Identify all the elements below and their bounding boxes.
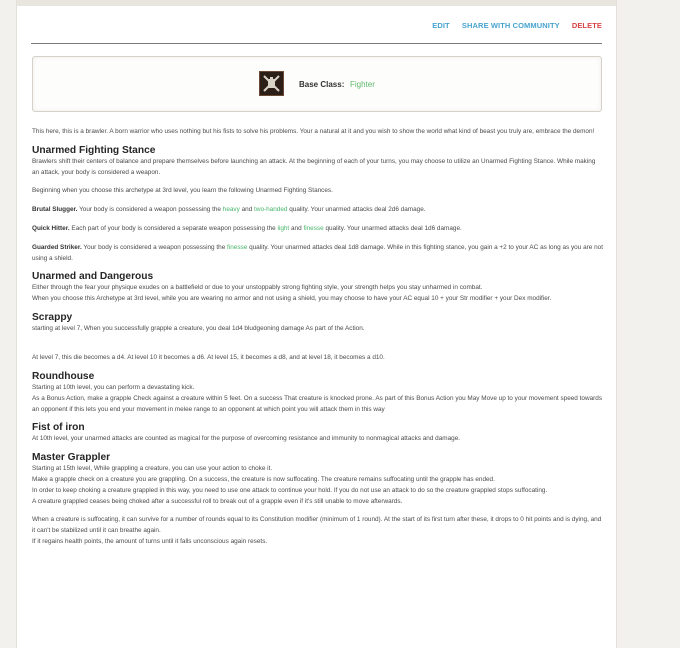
scrappy-text-2: At level 7, this die becomes a d4. At level 10 it becomes a d6. At level 15, it becomes a d8, and at level 18, it becomes a d10. (32, 354, 385, 362)
dangerous-text-2: When you choose this Archetype at 3rd level, while you are wearing no armor and not using a shield, you may choose to have your AC equal 10 + your Str modifier + your Dex modifier. (32, 295, 552, 303)
two-handed-link[interactable]: two-handed (254, 206, 288, 214)
brutal-slugger-text: Brutal Slugger. Your body is considered a weapon possessing the heavy and two-handed quality. Your unarmed attacks deal 2d6 damage. (32, 206, 426, 214)
roundhouse-heading: Roundhouse (32, 371, 95, 383)
description (32, 127, 604, 548)
delete-link[interactable]: DELETE (571, 21, 602, 30)
stance-heading: Unarmed Fighting Stance (32, 144, 156, 156)
guarded-striker-text: Guarded Striker. Your body is considered a weapon possessing the finesse quality. Your unarmed attacks deal 1d8 damage. While in this fighting stance, you gain a +2 to your AC as long as you are not using a shield. (32, 243, 603, 262)
roundhouse-text-1: Starting at 10th level, you can perform a devastating kick. (32, 384, 195, 392)
scrappy-heading: Scrappy (32, 311, 73, 323)
brutal-slugger-name: Brutal Slugger. (32, 206, 78, 214)
share-with-community-link[interactable]: SHARE WITH COMMUNITY (461, 21, 560, 30)
grappler-text-5: When a creature is suffocating, it can survive for a number of rounds equal to its Constitution modifier (minimum of 1 round). At the start of its first turn after these, it drops to 0 hit points and is dying, and it can't be stabilized until it can breathe again. (32, 516, 602, 535)
top-strip (17, 0, 616, 6)
edit-link[interactable]: EDIT (432, 21, 450, 30)
base-class-label: Base Class: (299, 80, 345, 89)
base-class-link[interactable]: Fighter (350, 80, 375, 89)
stance-text-1: Brawlers shift their centers of balance and prepare themselves before launching an attack. At the beginning of each of your turns, you may choose to utilize an Unarmed Fighting Stance. While making an attack, your body is considered a weapon. (32, 157, 596, 176)
dangerous-text-1: Either through the fear your physique exudes on a battlefield or due to your unstoppably strong fighting style, your strength helps you stay unharmed in combat. (32, 284, 483, 292)
quick-hitter-text: Quick Hitter. Each part of your body is considered a separate weapon possessing the light and finesse quality. Your unarmed attacks deal 1d6 damage. (32, 224, 462, 232)
finesse-link[interactable]: finesse (303, 224, 324, 232)
roundhouse-text-2: As a Bonus Action, make a grapple Check against a creature within 5 feet. On a success That creature is knocked prone. As part of this Bonus Action you May Move up to your movement speed towards an opponent if this lets you end your movement in melee range to an opponent at which point you will attack them in this way (32, 394, 603, 413)
scrappy-text-1: starting at level 7, When you successfully grapple a creature, you deal 1d4 bludgeoning damage As part of the Action. (32, 324, 365, 332)
grappler-text-2: Make a grapple check on a creature you are grappling. On a success, the creature is now suffocating. The creature remains suffocating until the grapple has ended. (32, 476, 495, 484)
fighter-class-icon (259, 71, 284, 96)
grappler-text-3: In order to keep choking a creature grappled in this way, you need to use one attack to continue your hold. If you do not use an attack to do so the creature grappled stops suffocating. (32, 486, 548, 494)
master-grappler-heading: Master Grappler (32, 452, 111, 464)
finesse-link[interactable]: finesse (227, 243, 248, 251)
grappler-text-4: A creature grappled ceases being choked after a successful roll to break out of a grapple even if it's still unable to move afterwards. (32, 497, 403, 505)
grappler-text-1: Starting at 15th level, While grappling a creature, you can use your action to choke it. (32, 465, 273, 473)
header-divider (31, 43, 602, 44)
quick-hitter-name: Quick Hitter. (32, 224, 70, 232)
grappler-text-6: If it regains health points, the amount of turns until it falls unconscious again resets. (32, 538, 268, 546)
heavy-link[interactable]: heavy (222, 206, 240, 214)
fist-of-iron-heading: Fist of iron (32, 422, 85, 434)
dangerous-heading: Unarmed and Dangerous (32, 271, 154, 283)
action-bar (422, 21, 602, 30)
guarded-striker-name: Guarded Striker. (32, 243, 82, 251)
base-class-card (32, 56, 602, 112)
light-link[interactable]: light (277, 224, 290, 232)
homebrew-page (16, 0, 617, 648)
stance-text-2: Beginning when you choose this archetype at 3rd level, you learn the following Unarmed Fighting Stances. (32, 187, 333, 195)
intro-text: This here, this is a brawler. A born warrior who uses nothing but his fists to solve his problems. Your a natural at it and you wish to show the world what kind of beast you truly are, embrace the demon! (32, 128, 595, 135)
fist-of-iron-text: At 10th level, your unarmed attacks are counted as magical for the purpose of overcoming resistance and immunity to nonmagical attacks and damage. (32, 435, 461, 443)
